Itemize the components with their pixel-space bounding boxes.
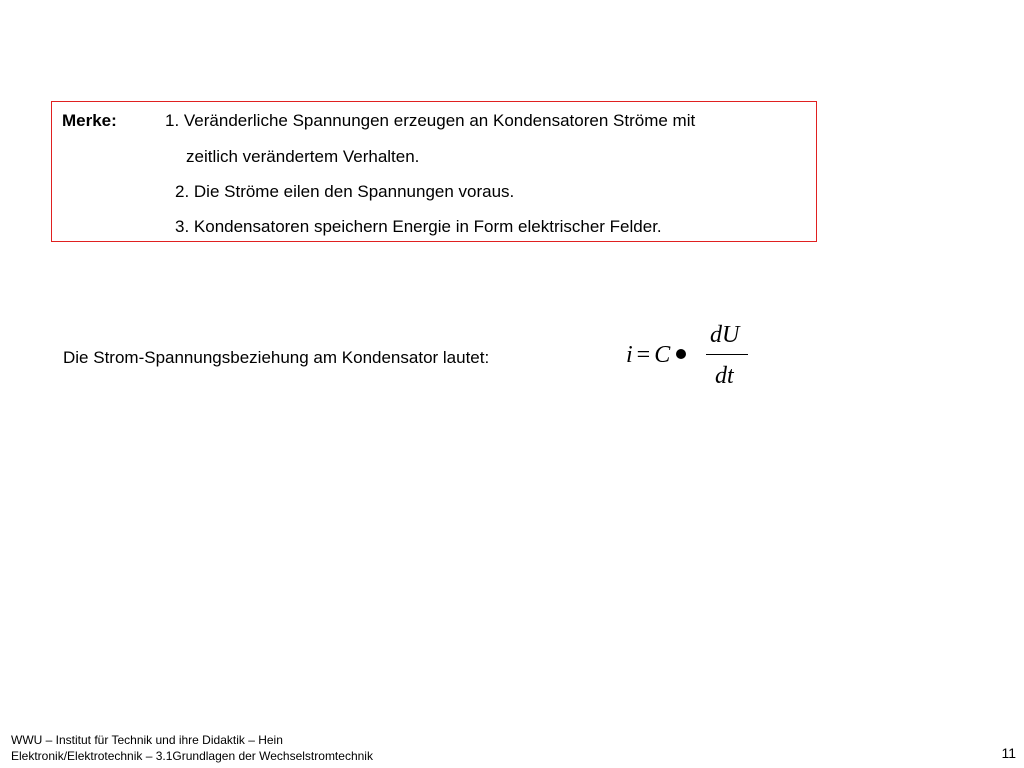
formula-fraction-bar	[706, 354, 748, 355]
formula-current-variable: i	[626, 342, 633, 368]
footer-course: Elektronik/Elektrotechnik – 3.1Grundlagen der Wechselstromtechnik	[11, 749, 373, 763]
merke-label: Merke:	[62, 111, 117, 130]
formula-capacitance-variable: C	[654, 342, 671, 368]
formula-denominator: dt	[715, 363, 734, 389]
merke-line-1-continuation: zeitlich verändertem Verhalten.	[186, 147, 420, 166]
formula-equals-sign: =	[636, 342, 651, 368]
footer-institute: WWU – Institut für Technik und ihre Didaktik – Hein	[11, 733, 283, 747]
merke-line-3: 3. Kondensatoren speichern Energie in Form elektrischer Felder.	[175, 217, 662, 236]
relation-text: Die Strom-Spannungsbeziehung am Kondensator lautet:	[63, 348, 490, 367]
page-number: 11	[1001, 745, 1016, 761]
merke-line-1: 1. Veränderliche Spannungen erzeugen an Kondensatoren Ströme mit	[165, 111, 696, 130]
capacitor-formula	[626, 320, 756, 395]
merke-box	[51, 101, 817, 242]
multiplication-dot-icon	[676, 349, 686, 359]
merke-line-2: 2. Die Ströme eilen den Spannungen voraus.	[175, 182, 515, 201]
formula-lhs	[626, 341, 686, 369]
formula-numerator: dU	[710, 322, 740, 348]
footer-info	[11, 732, 373, 764]
